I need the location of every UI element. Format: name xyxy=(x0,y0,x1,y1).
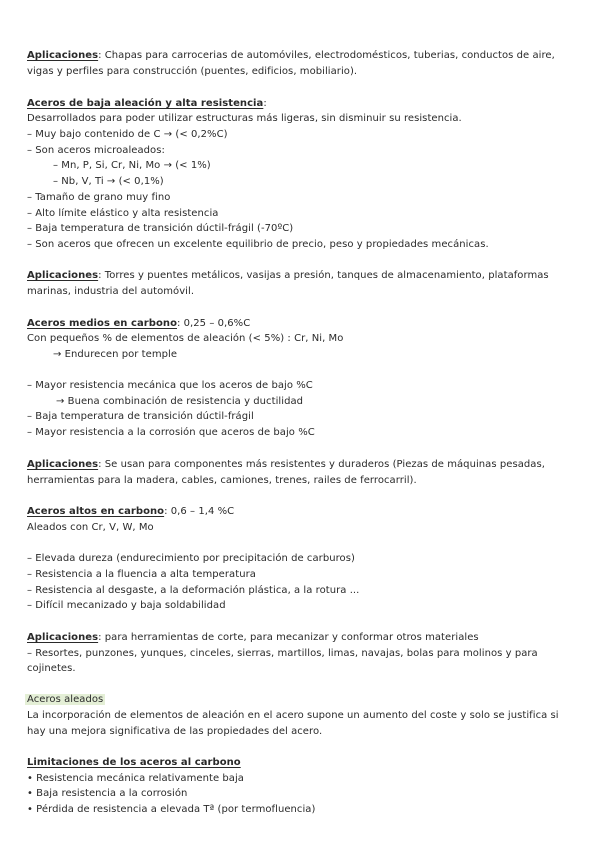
applications-2-line-2: marinas, industria del automóvil. xyxy=(27,286,195,297)
high-title-suffix: : 0,6 – 1,4 %C xyxy=(164,506,235,517)
high-item: – Resistencia al desgaste, a la deformación plástica, a la rotura ... xyxy=(27,585,360,596)
hsla-item: – Son aceros microaleados: xyxy=(27,145,165,156)
hsla-item: – Alto límite elástico y alta resistencia xyxy=(27,208,219,219)
alloy-heading xyxy=(25,692,105,708)
hsla-title: Aceros de baja aleación y alta resistencia xyxy=(27,98,264,109)
applications-2-text: : Torres y puentes metálicos, vasijas a presión, tanques de almacenamiento, plataformas xyxy=(98,270,549,281)
applications-4-text: : para herramientas de corte, para mecanizar y conformar otros materiales xyxy=(98,632,479,643)
hsla-intro: Desarrollados para poder utilizar estructuras más ligeras, sin disminuir su resistencia. xyxy=(27,113,462,124)
applications-3-label: Aplicaciones xyxy=(27,459,99,470)
limits-heading xyxy=(27,755,241,771)
medium-line-2: → Endurecen por temple xyxy=(53,349,178,360)
medium-line-1: Con pequeños % de elementos de aleación (< 5%) : Cr, Ni, Mo xyxy=(27,333,344,344)
hsla-heading xyxy=(27,96,267,112)
limits-item: • Baja resistencia a la corrosión xyxy=(27,788,188,799)
medium-subitem: → Buena combinación de resistencia y ductilidad xyxy=(56,396,304,407)
high-item: – Resistencia a la fluencia a alta temperatura xyxy=(27,569,256,580)
hsla-subitem: – Nb, V, Ti → (< 0,1%) xyxy=(53,176,164,187)
alloy-line-2: hay una mejora significativa de las propiedades del acero. xyxy=(27,726,323,737)
high-line-1: Aleados con Cr, V, W, Mo xyxy=(27,522,154,533)
applications-2-line-1 xyxy=(27,268,549,284)
medium-item: – Mayor resistencia a la corrosión que aceros de bajo %C xyxy=(27,427,315,438)
medium-item: – Mayor resistencia mecánica que los aceros de bajo %C xyxy=(27,380,313,391)
high-title: Aceros altos en carbono xyxy=(27,506,165,517)
medium-title-suffix: : 0,25 – 0,6%C xyxy=(176,318,251,329)
medium-heading xyxy=(27,316,250,332)
applications-1-text: : Chapas para carrocerias de automóviles, electrodomésticos, tuberias, conductos de aire, xyxy=(98,50,555,61)
limits-item: • Resistencia mecánica relativamente baja xyxy=(27,773,244,784)
medium-item: – Baja temperatura de transición dúctil-frágil xyxy=(27,411,254,422)
limits-item: • Pérdida de resistencia a elevada Tª (por termofluencia) xyxy=(27,804,316,815)
alloy-line-1: La incorporación de elementos de aleación en el acero supone un aumento del coste y solo se justifica si xyxy=(27,710,559,721)
hsla-title-suffix: : xyxy=(263,98,267,109)
hsla-item: – Baja temperatura de transición dúctil-frágil (-70ºC) xyxy=(27,223,294,234)
hsla-subitem: – Mn, P, Si, Cr, Ni, Mo → (< 1%) xyxy=(53,160,211,171)
applications-4-line-2: – Resortes, punzones, yunques, cinceles, sierras, martillos, limas, navajas, bolas para molinos y para xyxy=(27,648,538,659)
high-item: – Elevada dureza (endurecimiento por precipitación de carburos) xyxy=(27,553,355,564)
applications-4-line-1 xyxy=(27,630,479,646)
medium-title: Aceros medios en carbono xyxy=(27,318,177,329)
applications-1-label: Aplicaciones xyxy=(27,50,99,61)
hsla-item: – Tamaño de grano muy fino xyxy=(27,192,171,203)
applications-1-line-2: vigas y perfiles para construcción (puentes, edificios, mobiliario). xyxy=(27,66,358,77)
high-heading xyxy=(27,504,234,520)
applications-3-line-2: herramientas para la madera, cables, camiones, trenes, railes de ferrocarril). xyxy=(27,475,417,486)
applications-1-line-1 xyxy=(27,48,555,64)
hsla-item: – Son aceros que ofrecen un excelente equilibrio de precio, peso y propiedades mecánicas. xyxy=(27,239,489,250)
applications-3-text: : Se usan para componentes más resistentes y duraderos (Piezas de máquinas pesadas, xyxy=(98,459,545,470)
applications-2-label: Aplicaciones xyxy=(27,270,99,281)
applications-4-label: Aplicaciones xyxy=(27,632,99,643)
high-item: – Difícil mecanizado y baja soldabilidad xyxy=(27,600,226,611)
applications-4-line-3: cojinetes. xyxy=(27,663,76,674)
hsla-item: – Muy bajo contenido de C → (< 0,2%C) xyxy=(27,129,228,140)
limits-title: Limitaciones de los aceros al carbono xyxy=(27,757,241,768)
alloy-title: Aceros aleados xyxy=(27,694,104,705)
applications-3-line-1 xyxy=(27,457,545,473)
